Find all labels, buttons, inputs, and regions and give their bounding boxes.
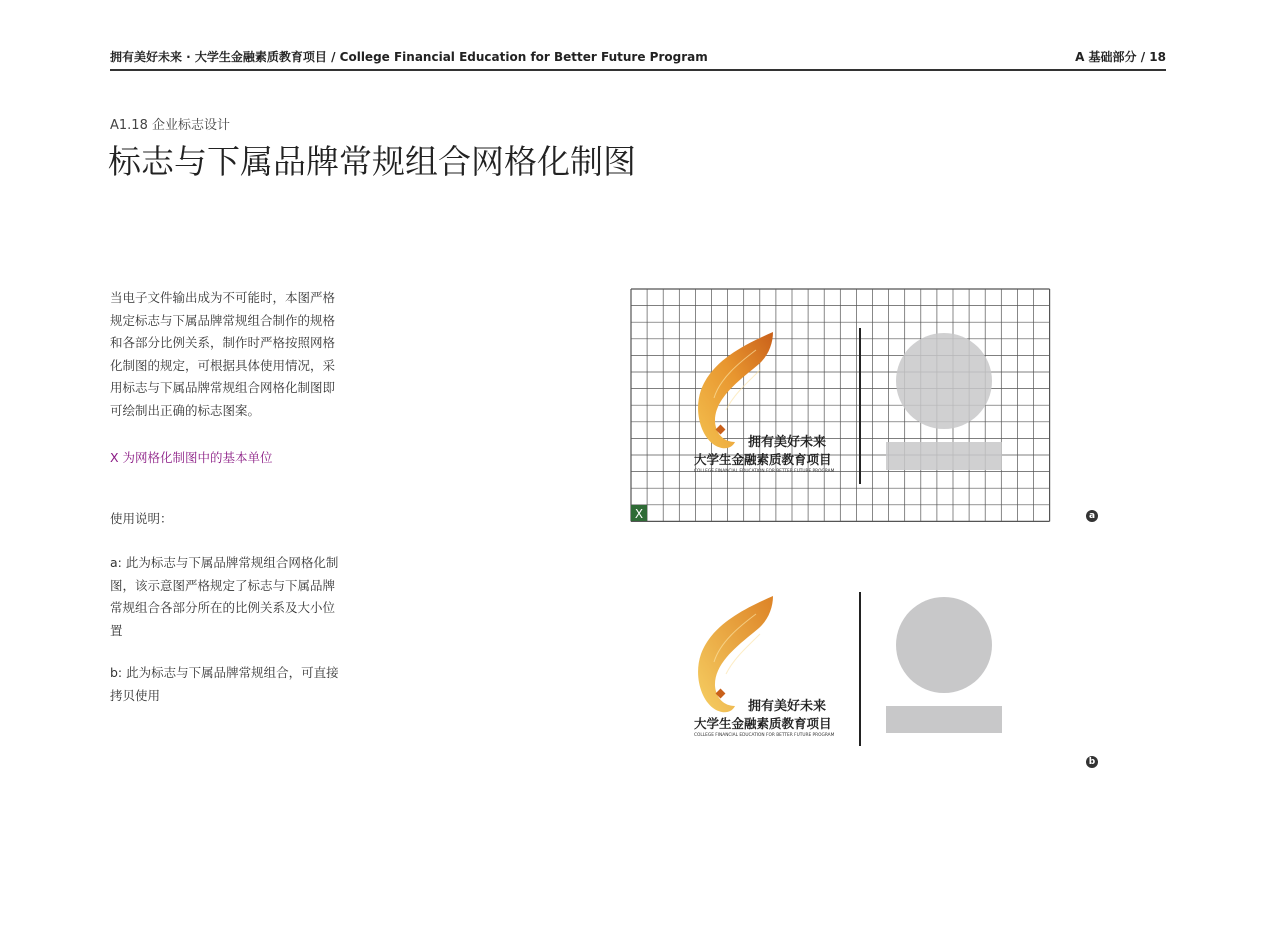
figure-a-badge: a <box>1086 510 1098 522</box>
grid-unit-label: X <box>634 507 644 521</box>
logo-line-2: 大学生金融素质教育项目 <box>694 452 832 467</box>
sub-brand-placeholder-bar <box>886 706 1002 733</box>
grid-unit-note: X 为网格化制图中的基本单位 <box>110 450 273 465</box>
logo-line-3: COLLEGE FINANCIAL EDUCATION FOR BETTER FUTURE PROGRAM <box>694 733 835 738</box>
logo-divider <box>859 592 861 746</box>
brand-logo <box>694 596 835 738</box>
header-divider <box>110 69 1166 71</box>
logo-line-3: COLLEGE FINANCIAL EDUCATION FOR BETTER FUTURE PROGRAM <box>694 469 835 474</box>
sub-brand-placeholder-circle <box>896 333 992 429</box>
construction-grid <box>631 289 1050 521</box>
brand-logo <box>694 332 835 474</box>
usage-note-b: b: 此为标志与下属品牌常规组合，可直接拷贝使用 <box>110 665 339 703</box>
page-title: 标志与下属品牌常规组合网格化制图 <box>108 142 636 181</box>
sub-brand-placeholder-bar <box>886 442 1002 470</box>
figure-b-badge: b <box>1086 756 1098 768</box>
wing-emblem-icon <box>698 596 773 712</box>
logo-line-2: 大学生金融素质教育项目 <box>694 716 832 731</box>
logo-divider <box>859 328 861 484</box>
wing-emblem-icon <box>698 332 773 448</box>
logo-combination-figure <box>628 586 1052 756</box>
header-page-indicator: A 基础部分 / 18 <box>1075 50 1166 64</box>
header-program-title: 拥有美好未来 · 大学生金融素质教育项目 / College Financial Education for Better Future Program <box>110 50 708 64</box>
intro-paragraph: 当电子文件输出成为不可能时，本图严格规定标志与下属品牌常规组合制作的规格和各部分比例关系，制作时严格按照网格化制图的规定，可根据具体使用情况，采用标志与下属品牌常规组合网格化制图即可绘制出正确的标志图案。 <box>110 290 336 418</box>
logo-line-1: 拥有美好未来 <box>748 699 827 714</box>
section-code: A1.18 企业标志设计 <box>110 118 230 133</box>
sub-brand-placeholder-circle <box>896 597 992 693</box>
grid-construction-figure <box>628 286 1052 526</box>
usage-note-a: a: 此为标志与下属品牌常规组合网格化制图，该示意图严格规定了标志与下属品牌常规组合各部分所在的比例关系及大小位置 <box>110 555 339 638</box>
logo-line-1: 拥有美好未来 <box>748 435 827 450</box>
usage-heading: 使用说明： <box>110 511 173 526</box>
